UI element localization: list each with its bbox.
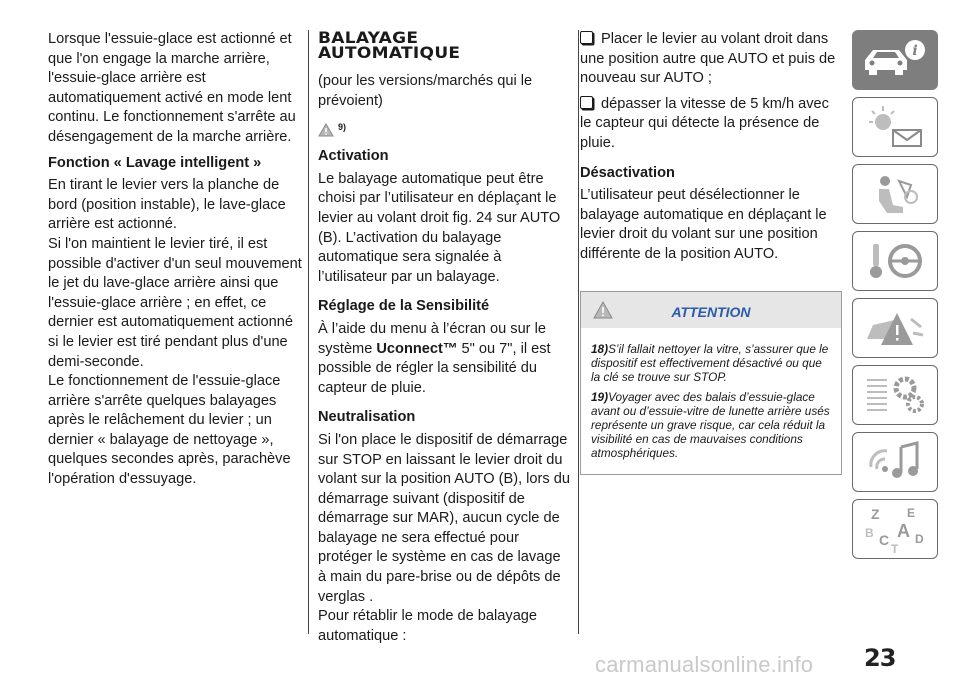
- index-letter-b: B: [865, 526, 874, 540]
- sensitivity-text-b: 5" ou 7", il est possible de régler la sensibilité du capteur de pluie.: [318, 340, 551, 396]
- bullet-text-1: Placer le levier au volant droit dans une position autre que AUTO et puis de nouveau sur AUTO ;: [580, 31, 836, 87]
- tab-seat-airbag[interactable]: [852, 164, 938, 224]
- sensitivity-text-a: À l’aide du menu à l’écran ou sur le système: [318, 320, 546, 357]
- paragraph-restore: Pour rétablir le mode de balayage automatique :: [318, 608, 538, 644]
- warning-text-19: Voyager avec des balais d’essuie-glace avant ou d’essuie-vitre de lunette arrière usés représente un grave risque, car cela réduit la visibilité en cas de mauvaises conditions atmosphériques.: [591, 389, 830, 460]
- warning-item-18: [591, 342, 833, 384]
- paragraph-smart-wash-3: Le fonctionnement de l'essuie-glace arrière s'arrête quelques balayages après le relâchement du levier ; un dernier « balayage de nettoyage », quelques secondes après, parachève l'opération d'essuyage.: [48, 373, 291, 488]
- paragraph-deactivation: L’utilisateur peut désélectionner le balayage automatique en déplaçant le levier droit du volant sur une position différente de la position AUTO.: [580, 187, 827, 262]
- paragraph-sensitivity: [318, 320, 572, 398]
- media-icon: [859, 439, 931, 485]
- warning-header: [581, 292, 841, 328]
- page-number: 23: [864, 644, 896, 672]
- tab-media[interactable]: [852, 432, 938, 492]
- column-divider-1: [308, 30, 309, 634]
- heading-neutralisation: Neutralisation: [318, 409, 416, 426]
- bullet-item-1: [580, 30, 842, 89]
- tab-crash[interactable]: [852, 298, 938, 358]
- section-title-line-2: AUTOMATIQUE: [318, 44, 461, 63]
- index-letter-z: Z: [871, 506, 880, 522]
- heading-deactivation: Désactivation: [580, 164, 675, 181]
- column-right: [580, 30, 842, 475]
- warning-number-19: 19): [591, 389, 609, 404]
- warning-text-18: S’il fallait nettoyer la vitre, s’assurer que le dispositif est effectivement désactivé ou que la clé se trouve sur STOP.: [591, 341, 829, 384]
- paragraph-rear-wiper: Lorsque l'essuie-glace est actionné et que l'on engage la marche arrière, l'essuie-glace arrière est automatiquement activé en mode lent continu. Le fonctionnement s'arrête au désengagement de la marche arrière.: [48, 31, 296, 145]
- warning-triangle-icon: [318, 123, 334, 137]
- column-divider-2: [578, 30, 579, 634]
- index-letter-d: D: [915, 532, 924, 546]
- index-letter-a: A: [897, 521, 910, 541]
- paragraph-smart-wash-1: En tirant le levier vers la planche de bord (position instable), le lave-glace arrière est actionné.: [48, 177, 286, 233]
- gears-icon: [859, 372, 931, 418]
- section-title-line-1: BALAYAGE: [318, 29, 419, 48]
- crash-icon: [859, 305, 931, 351]
- section-title: [318, 29, 572, 63]
- uconnect-brand: Uconnect™: [376, 340, 458, 357]
- column-left: [48, 30, 302, 496]
- heading-smart-wash: Fonction « Lavage intelligent »: [48, 154, 262, 171]
- seat-airbag-icon: [859, 171, 931, 217]
- tab-index[interactable]: [852, 499, 938, 559]
- index-letter-e: E: [907, 506, 916, 520]
- checkbox-bullet-icon: [580, 96, 593, 109]
- watermark: carmanualsonline.info: [595, 652, 814, 677]
- warning-number-18: 18): [591, 341, 609, 356]
- heading-sensitivity: Réglage de la Sensibilité: [318, 298, 490, 315]
- column-middle: [318, 30, 572, 652]
- car-info-icon: [859, 38, 931, 82]
- key-steering-icon: [859, 238, 931, 284]
- paragraph-neutralisation: Si l'on place le dispositif de démarrage sur STOP en laissant le levier droit du volant sur la position AUTO (B), lors du démarrage suivant (dispositif de démarrage sur MAR), aucun cycle de balayage ne sera effectué pour protéger le système en cas de lavage à main du pare-brise ou de dépôts de verglas .: [318, 431, 570, 605]
- warning-title: ATTENTION: [671, 303, 751, 320]
- index-letter-c: C: [879, 532, 890, 548]
- versions-note: (pour les versions/marchés qui le prévoient): [318, 73, 533, 109]
- bullet-item-2: [580, 95, 842, 154]
- checkbox-bullet-icon: [580, 31, 593, 44]
- svg-text:i: i: [912, 43, 918, 59]
- index-letter-t: T: [891, 542, 899, 555]
- bullet-text-2: dépasser la vitesse de 5 km/h avec le capteur qui détecte la présence de pluie.: [580, 95, 829, 151]
- warning-reference: [318, 115, 572, 137]
- tab-car-info[interactable]: [852, 30, 938, 90]
- chapter-tabs: [852, 30, 938, 566]
- index-letters-icon: [859, 503, 931, 555]
- tab-key-steering[interactable]: [852, 231, 938, 291]
- tab-gears[interactable]: [852, 365, 938, 425]
- paragraph-smart-wash-2: Si l'on maintient le levier tiré, il est possible d'activer d'un seul mouvement le jet du lave-glace arrière ainsi que l'essuie-glace arrière ; en effet, ce dernier est automatiquement actionné si le levier est tiré pendant plus d'une demi-seconde.: [48, 235, 302, 370]
- paragraph-activation: Le balayage automatique peut être choisi par l’utilisateur en déplaçant le levier au volant droit fig. 24 sur AUTO (B). L’activation du balayage automatique sera signalée à l’utilisateur par un balayage.: [318, 170, 561, 285]
- lights-mail-icon: [859, 104, 931, 150]
- warning-item-19: [591, 390, 833, 460]
- warning-body: [581, 328, 841, 474]
- tab-lights-mail[interactable]: [852, 97, 938, 157]
- heading-activation: Activation: [318, 148, 389, 165]
- warning-box: [580, 291, 842, 475]
- warning-reference-number: 9): [338, 121, 347, 132]
